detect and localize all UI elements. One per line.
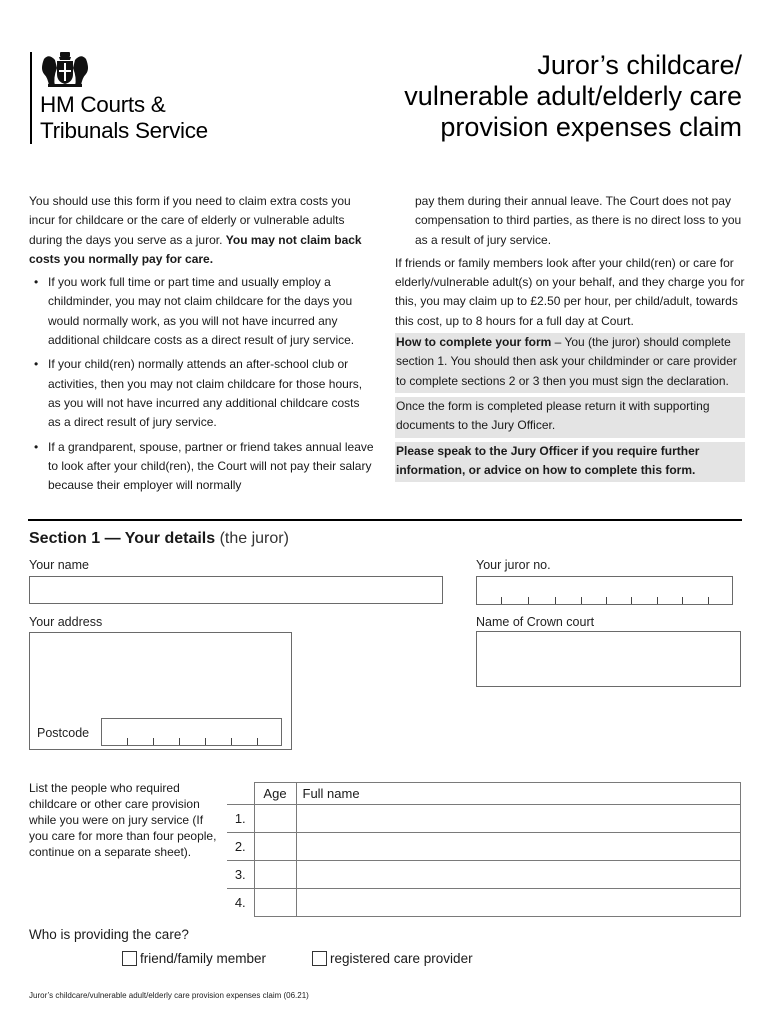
address-label: Your address: [29, 615, 103, 629]
royal-crest-icon: [38, 50, 92, 88]
full-name-column-header: Full name: [296, 783, 740, 805]
org-name-line1: HM Courts &: [40, 92, 166, 117]
row-number: 1.: [227, 805, 254, 833]
option-friend-family[interactable]: [122, 951, 266, 966]
how-to-complete-box: [395, 333, 745, 393]
intro-column: [29, 192, 375, 500]
table-row: [227, 833, 740, 861]
document-title: [322, 50, 742, 143]
postcode-label: Postcode: [37, 726, 90, 740]
full-name-cell[interactable]: [296, 861, 740, 889]
option-registered-provider[interactable]: [312, 951, 473, 966]
your-name-label: Your name: [29, 558, 89, 572]
org-name: [40, 92, 208, 144]
intro-bullet-2: • If your child(ren) normally attends an after-school club or activities, then you may not claim childcare for those hours, as you will not have incurred any additional childcare costs as a direct result of jury service.: [29, 355, 375, 432]
section-divider: [28, 519, 742, 521]
people-table-header: [227, 783, 740, 805]
care-provider-question: Who is providing the care?: [29, 927, 189, 942]
org-divider: [30, 52, 32, 144]
friends-paragraph: If friends or family members look after your child(ren) or care for elderly/vulnerable adult(s) on your behalf, and they charge you for this, you may claim up to £2.50 per hour, per child/adult, towards this cost, up to 8 hours for a full day at Court.: [395, 255, 745, 328]
bullet-continuation: pay them during their annual leave. The Court does not pay compensation to third parties, as there is no direct loss to you as a result of jury service.: [415, 194, 742, 247]
return-form-box: Once the form is completed please return it with supporting documents to the Jury Officer.: [395, 397, 745, 438]
header-spacer: [227, 783, 254, 805]
age-cell[interactable]: [254, 861, 296, 889]
form-footer: Juror’s childcare/vulnerable adult/elderly care provision expenses claim (06.21): [29, 991, 309, 1000]
friend-family-label: friend/family member: [140, 951, 267, 966]
full-name-cell[interactable]: [296, 889, 740, 917]
table-row: [227, 889, 740, 917]
intro-bold-text: You may not claim back costs you normally pay for care.: [29, 232, 362, 266]
crown-court-label: Name of Crown court: [476, 615, 595, 629]
how-to-heading: How to complete your form: [396, 335, 552, 350]
row-number: 3.: [227, 861, 254, 889]
row-number: 4.: [227, 889, 254, 917]
intro-paragraph: [29, 192, 375, 269]
juror-number-label: Your juror no.: [476, 558, 551, 572]
postcode-input[interactable]: [101, 718, 282, 746]
friend-family-checkbox[interactable]: [122, 951, 137, 966]
section-1-heading: [29, 530, 289, 548]
people-table: [227, 782, 741, 917]
section-1-title: Section 1 — Your details: [29, 530, 216, 547]
intro-text: You should use this form if you need to claim extra costs you incur for childcare or the care of elderly or vulnerable adults during the days you serve as a juror.: [29, 194, 351, 247]
full-name-cell[interactable]: [296, 833, 740, 861]
registered-provider-label: registered care provider: [330, 951, 473, 966]
how-to-text: – You (the juror) should complete section 1. You should then ask your childminder or care provider to complete sections 2 or 3 then you must sign the declaration.: [396, 335, 737, 388]
your-name-input[interactable]: [29, 576, 443, 604]
section-1-subtitle: (the juror): [219, 530, 289, 547]
registered-provider-checkbox[interactable]: [312, 951, 327, 966]
age-cell[interactable]: [254, 833, 296, 861]
age-cell[interactable]: [254, 805, 296, 833]
speak-to-officer-box: Please speak to the Jury Officer if you require further information, or advice on how to complete this form.: [395, 442, 745, 483]
title-line1: Juror’s childcare/: [537, 50, 742, 80]
org-name-line2: Tribunals Service: [40, 118, 208, 143]
intro-bullet-3: • If a grandparent, spouse, partner or friend takes annual leave to look after your child(ren), the Court will not pay their salary because their employer will normally: [29, 438, 375, 496]
juror-number-input[interactable]: [476, 576, 733, 605]
table-row: [227, 805, 740, 833]
full-name-cell[interactable]: [296, 805, 740, 833]
title-line3: provision expenses claim: [440, 112, 742, 142]
people-instructions: List the people who required childcare or other care provision while you were on jury service (If you care for more than four people, continue on a separate sheet).: [29, 781, 217, 859]
table-row: [227, 861, 740, 889]
title-line2: vulnerable adult/elderly care: [404, 81, 742, 111]
info-column: [395, 192, 745, 482]
row-number: 2.: [227, 833, 254, 861]
age-column-header: Age: [254, 783, 296, 805]
crown-court-input[interactable]: [476, 631, 741, 687]
intro-bullet-1: • If you work full time or part time and usually employ a childminder, you may not claim childcare for the days you would normally work, as you will not have incurred any additional childcare costs as a direct result of jury service.: [29, 273, 375, 350]
age-cell[interactable]: [254, 889, 296, 917]
intro-bullets: [29, 273, 375, 495]
